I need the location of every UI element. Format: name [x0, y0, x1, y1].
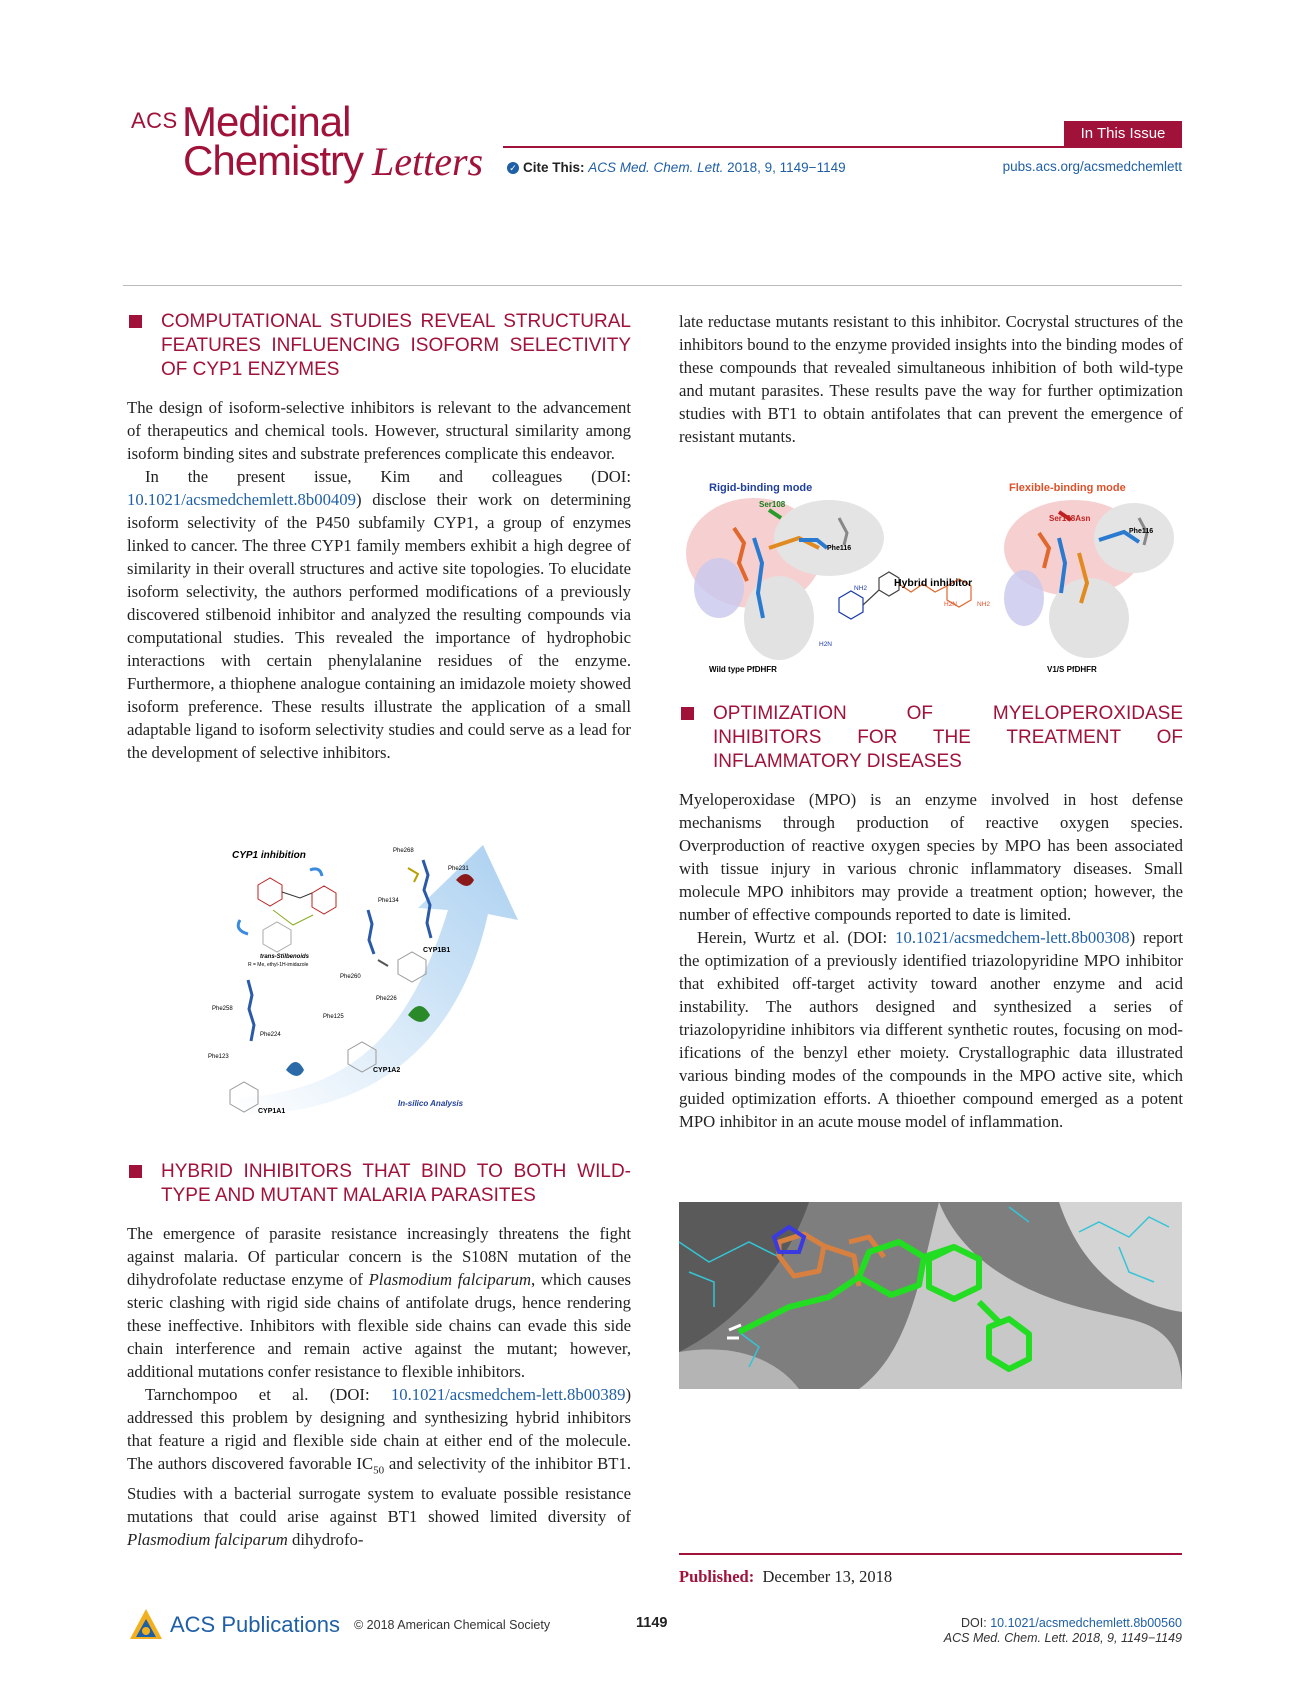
section2-heading: HYBRID INHIBITORS THAT BIND TO BOTH WILD-TYPE AND MUTANT MALARIA PARASITES	[127, 1160, 631, 1208]
fig-hybrid-label: Hybrid inhibitor	[894, 577, 973, 589]
section3-paragraph1: Myeloperoxidase (MPO) is an enzyme involved in host defense mechanisms through production of reactive oxygen species. Overproduction of reactive oxygen species by MPO has been associated with tissue injury in various chronic inflammatory diseases. Small molecule MPO inhibitors may provide a treatment option; however, the number of effective compounds reported to date is limited.	[679, 790, 1183, 924]
fig-flexible-label: Flexible-binding mode	[1009, 482, 1126, 494]
cite-line[interactable]	[507, 160, 846, 175]
fig-label-cyp1a2: CYP1A2	[373, 1067, 401, 1074]
fig-label-cyp1a1: CYP1A1	[258, 1108, 286, 1115]
published-line	[679, 1567, 892, 1587]
section1-paragraph2: In the present issue, Kim and colleagues (DOI: 10.1021/acsmedchemlett.8b00409) disclose their work on determining isoform selectivity of the P450 subfamily CYP1, a group of enzymes linked to cancer. The three CYP1 family members exhibit a high degree of similarity in their overall structures and active site topologies. To elucidate isoform selectivity, the authors performed modifications of a previously discovered stilbenoid inhibitor and analyzed the resulting compounds via computational studies. This revealed the importance of hydrophobic interactions with certain phenylalanine residues of the enzyme. Furthermore, a thiophene analogue containing an imidazole moiety showed isoform preference. These results illustrate the application of a small adaptable ligand to isoform selectivity studies and could serve as a lead for the development of selective inhibitors.	[127, 467, 631, 762]
fig-label-phe123: Phe123	[208, 1054, 229, 1060]
doi-link-kim[interactable]: 10.1021/acsmedchemlett.8b00409	[127, 490, 356, 509]
fig-label-phe226: Phe226	[376, 996, 397, 1002]
section2-paragraph1: The emergence of parasite resistance increasingly threatens the fight against malaria. Of particular concern is the S108N mutation of the dihydrofolate reductase enzyme of Plasmodium falciparum, which causes steric clashing with rigid side chains of antifolate drugs, hence rendering these ineffective. Inhibitors with flexible side chains can evade this side chain interference and remain active against the mutant; however, additional mutations confer resistance to flexible inhibitors.	[127, 1224, 631, 1381]
footer-doi: DOI: 10.1021/acsmedchemlett.8b00560 ACS Med. Chem. Lett. 2018, 9, 1149−1149	[943, 1616, 1182, 1645]
acs-publications-logo-icon	[128, 1607, 164, 1648]
fig-label-cyp1b1: CYP1B1	[423, 947, 451, 954]
logo-medicinal: Medicinal	[182, 98, 351, 145]
section1-heading: COMPUTATIONAL STUDIES REVEAL STRUCTURAL FEATURES INFLUENCING ISOFORM SELECTIVITY OF CYP1 ENZYMES	[127, 310, 631, 382]
section3-heading: OPTIMIZATION OF MYELOPEROXIDASE INHIBITORS FOR THE TREATMENT OF INFLAMMATORY DISEASES	[679, 702, 1183, 774]
doi-link-wurtz[interactable]: 10.1021/acsmedchem-lett.8b00308	[895, 928, 1130, 947]
fig-analysis: In-silico Analysis	[398, 1099, 464, 1108]
fig-label-phe268: Phe268	[393, 848, 414, 854]
fig-stilbenoids: trans-Stilbenoids	[260, 954, 310, 960]
fig-nh2-b: H2N	[819, 641, 833, 648]
section3-paragraph2: Herein, Wurtz et al. (DOI: 10.1021/acsmedchem-lett.8b00308) report the optimization of a previously identified triazolopyridine MPO inhibitor that exhibited off-target activity toward another enzyme and acid instability. The authors designed and synthesized a series of triazolopyridine inhibitors via different synthetic routes, focusing on mod-ifications of the benzyl ether moiety. Crystallographic data illustrated various binding modes of the compounds in the MPO active site, which guided optimization efforts. A thioether compound emerged as a potent MPO inhibitor in an acute mouse model of inflammation.	[679, 928, 1183, 1131]
mpo-figure	[679, 1202, 1182, 1389]
fig-label-phe260: Phe260	[340, 974, 361, 980]
fig-nh2-a: NH2	[854, 585, 868, 592]
cyp1-figure	[208, 840, 538, 1125]
in-this-issue-badge: In This Issue	[1064, 121, 1182, 146]
footer-journal-ref: ACS Med. Chem. Lett. 2018, 9, 1149−1149	[943, 1631, 1182, 1645]
header-rule	[503, 146, 1182, 148]
left-column-lower	[127, 1160, 631, 1551]
heading-square-icon	[681, 707, 694, 720]
fig-ser108asn: Ser108Asn	[1049, 514, 1091, 523]
doi-link-tarnchompoo[interactable]: 10.1021/acsmedchem-lett.8b00389	[390, 1385, 626, 1404]
right-column-lower	[679, 702, 1183, 1133]
fig-label-phe134: Phe134	[378, 898, 399, 904]
left-column	[127, 310, 631, 764]
journal-url-link[interactable]: pubs.acs.org/acsmedchemlett	[1002, 159, 1182, 174]
page-number: 1149	[636, 1615, 668, 1631]
logo-chemistry: Chemistry	[183, 137, 364, 184]
footer-doi-link[interactable]: 10.1021/acsmedchemlett.8b00560	[990, 1616, 1182, 1630]
published-rule	[679, 1553, 1182, 1555]
cite-volume[interactable]: 2018, 9, 1149−1149	[727, 160, 846, 175]
fig-title: CYP1 inhibition	[232, 850, 306, 861]
fig-phe116-a: Phe116	[827, 545, 852, 552]
fig-phe116-b: Phe116	[1129, 528, 1154, 535]
fig-nh2-d: NH2	[977, 601, 991, 608]
fig-label-phe125: Phe125	[323, 1014, 344, 1020]
section2-paragraph2: Tarnchompoo et al. (DOI: 10.1021/acsmedchem-lett.8b00389) addressed this problem by designing and synthesizing hybrid inhibitors that feature a rigid and flexible side chain at either end of the molecule. The authors discovered favorable $IC_{50}$ and selectivity of the inhibitor BT1. Studies with a bacterial surrogate system to evaluate possible resistance mutations that could arise against BT1 showed limited diversity of Plasmodium falciparum dihydrofo-	[127, 1385, 631, 1550]
fig-label-phe258: Phe258	[212, 1006, 233, 1012]
section2-continuation: late reductase mutants resistant to this inhibitor. Cocrystal structures of the inhibitors bound to the enzyme provided insights into the binding modes of these compounds that revealed simultaneous inhibition of both wild-type and mutant parasites. These results pave the way for further optimization studies with BT1 to obtain antifolates that can prevent the emergence of resistant mutants.	[679, 312, 1183, 446]
acs-publications-wordmark[interactable]: ACS Publications	[170, 1612, 340, 1637]
fig-r-note: R = Me, ethyl-1H-imidazole	[248, 962, 309, 968]
dhfr-figure	[679, 478, 1182, 678]
fig-nh2-c: H2N	[944, 601, 958, 608]
logo-acs: ACS	[131, 108, 178, 133]
right-column	[679, 310, 1183, 448]
published-label: Published:	[679, 1567, 755, 1586]
cite-label: Cite This:	[523, 160, 585, 175]
logo-letters: Letters	[372, 139, 484, 184]
published-date: December 13, 2018	[762, 1567, 893, 1586]
fig-ser108: Ser108	[759, 500, 786, 509]
fig-label-phe224: Phe224	[260, 1032, 281, 1038]
cite-journal[interactable]: ACS Med. Chem. Lett.	[588, 160, 724, 175]
heading-square-icon	[129, 1165, 142, 1178]
check-icon: ✓	[507, 162, 519, 174]
copyright: © 2018 American Chemical Society	[354, 1618, 551, 1632]
fig-label-phe231: Phe231	[448, 866, 469, 872]
heading-square-icon	[129, 315, 142, 328]
section1-paragraph1: The design of isoform-selective inhibitors is relevant to the advancement of therapeutics and chemical tools. However, structural similarity among isoform binding sites and substrate preferences complicate this endeavor.	[127, 398, 631, 463]
fig-mutant-label: V1/S PfDHFR	[1047, 665, 1097, 674]
top-divider	[123, 285, 1182, 286]
fig-wild-label: Wild type PfDHFR	[709, 665, 777, 674]
fig-rigid-label: Rigid-binding mode	[709, 482, 813, 494]
